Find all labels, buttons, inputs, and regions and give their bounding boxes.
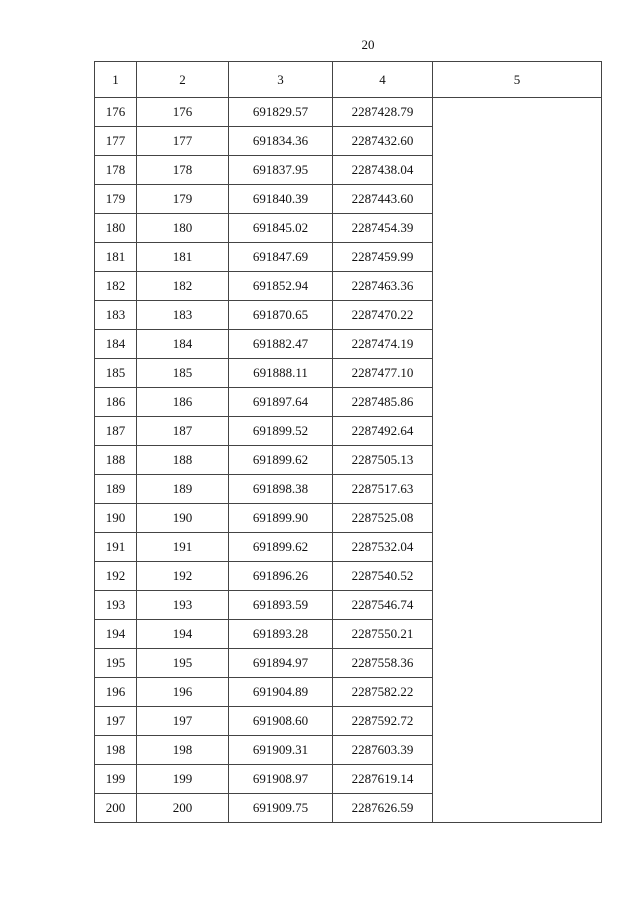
table-cell: 194	[95, 620, 137, 649]
table-cell: 189	[137, 475, 229, 504]
table-cell: 186	[137, 388, 229, 417]
table-cell: 2287550.21	[333, 620, 433, 649]
table-cell: 199	[95, 765, 137, 794]
table-cell: 2287492.64	[333, 417, 433, 446]
table-cell: 2287603.39	[333, 736, 433, 765]
table-cell: 691870.65	[229, 301, 333, 330]
table-cell: 2287438.04	[333, 156, 433, 185]
table-cell: 2287626.59	[333, 794, 433, 823]
table-cell: 2287525.08	[333, 504, 433, 533]
table-cell: 2287592.72	[333, 707, 433, 736]
table-body	[95, 98, 602, 823]
table-cell: 189	[95, 475, 137, 504]
table-cell: 2287558.36	[333, 649, 433, 678]
table-cell: 2287443.60	[333, 185, 433, 214]
table-cell: 176	[95, 98, 137, 127]
table-cell: 691829.57	[229, 98, 333, 127]
table-cell: 198	[137, 736, 229, 765]
table-row	[95, 98, 602, 127]
table-cell: 192	[137, 562, 229, 591]
table-cell: 2287485.86	[333, 388, 433, 417]
table-cell: 197	[95, 707, 137, 736]
table-cell: 197	[137, 707, 229, 736]
table-cell: 691845.02	[229, 214, 333, 243]
page-number: 20	[361, 37, 375, 52]
table-cell: 691909.75	[229, 794, 333, 823]
table-cell: 691904.89	[229, 678, 333, 707]
table-cell: 184	[137, 330, 229, 359]
table-cell: 177	[95, 127, 137, 156]
table-cell: 691893.59	[229, 591, 333, 620]
column-header: 4	[333, 62, 433, 98]
table-cell: 198	[95, 736, 137, 765]
table-cell: 177	[137, 127, 229, 156]
table-cell: 178	[137, 156, 229, 185]
table-cell: 185	[137, 359, 229, 388]
table-cell: 192	[95, 562, 137, 591]
table-cell: 691908.60	[229, 707, 333, 736]
table-cell: 178	[95, 156, 137, 185]
table-cell: 191	[137, 533, 229, 562]
table-cell: 2287470.22	[333, 301, 433, 330]
coordinates-table	[94, 61, 602, 823]
table-cell: 691888.11	[229, 359, 333, 388]
table-cell: 181	[95, 243, 137, 272]
table-cell: 2287517.63	[333, 475, 433, 504]
table-cell: 183	[95, 301, 137, 330]
table-cell: 2287546.74	[333, 591, 433, 620]
table-cell: 188	[95, 446, 137, 475]
table-cell: 196	[137, 678, 229, 707]
table-cell: 691837.95	[229, 156, 333, 185]
column-header: 2	[137, 62, 229, 98]
table-cell: 176	[137, 98, 229, 127]
table-cell: 186	[95, 388, 137, 417]
table-cell: 2287459.99	[333, 243, 433, 272]
table-cell: 179	[95, 185, 137, 214]
table-cell: 184	[95, 330, 137, 359]
table-cell: 199	[137, 765, 229, 794]
table-cell: 2287477.10	[333, 359, 433, 388]
table-cell: 2287582.22	[333, 678, 433, 707]
table-cell: 691852.94	[229, 272, 333, 301]
table-cell: 181	[137, 243, 229, 272]
table-cell: 187	[137, 417, 229, 446]
table-cell: 193	[95, 591, 137, 620]
table-cell: 180	[137, 214, 229, 243]
table-cell: 691894.97	[229, 649, 333, 678]
table-cell: 2287463.36	[333, 272, 433, 301]
table-cell: 200	[137, 794, 229, 823]
table-cell: 182	[137, 272, 229, 301]
table-cell: 2287540.52	[333, 562, 433, 591]
table-cell: 195	[95, 649, 137, 678]
column-header: 5	[433, 62, 602, 98]
table-header-row	[95, 62, 602, 98]
table-cell: 190	[95, 504, 137, 533]
table-cell: 691898.38	[229, 475, 333, 504]
table-cell: 196	[95, 678, 137, 707]
table-cell: 2287432.60	[333, 127, 433, 156]
table-cell: 691896.26	[229, 562, 333, 591]
table-cell: 691847.69	[229, 243, 333, 272]
table-cell: 2287454.39	[333, 214, 433, 243]
table-cell: 2287532.04	[333, 533, 433, 562]
table-cell: 2287619.14	[333, 765, 433, 794]
table-cell: 188	[137, 446, 229, 475]
table-cell: 187	[95, 417, 137, 446]
table-cell: 185	[95, 359, 137, 388]
table-cell: 191	[95, 533, 137, 562]
column-header: 3	[229, 62, 333, 98]
table-cell: 194	[137, 620, 229, 649]
table-cell: 691899.90	[229, 504, 333, 533]
table-cell: 195	[137, 649, 229, 678]
table-cell: 691897.64	[229, 388, 333, 417]
table-cell: 179	[137, 185, 229, 214]
table-cell: 691840.39	[229, 185, 333, 214]
table-cell: 180	[95, 214, 137, 243]
table-cell: 691834.36	[229, 127, 333, 156]
table-cell: 182	[95, 272, 137, 301]
table-cell: 190	[137, 504, 229, 533]
table-cell: 691899.52	[229, 417, 333, 446]
table-cell: 183	[137, 301, 229, 330]
table-cell: 691909.31	[229, 736, 333, 765]
table-cell: 2287505.13	[333, 446, 433, 475]
table-cell: 691882.47	[229, 330, 333, 359]
table-cell: 691899.62	[229, 533, 333, 562]
notes-cell	[433, 98, 602, 823]
table-cell: 200	[95, 794, 137, 823]
table-cell: 691899.62	[229, 446, 333, 475]
column-header: 1	[95, 62, 137, 98]
table-cell: 2287428.79	[333, 98, 433, 127]
table-cell: 691893.28	[229, 620, 333, 649]
table-cell: 691908.97	[229, 765, 333, 794]
table-cell: 193	[137, 591, 229, 620]
table-cell: 2287474.19	[333, 330, 433, 359]
